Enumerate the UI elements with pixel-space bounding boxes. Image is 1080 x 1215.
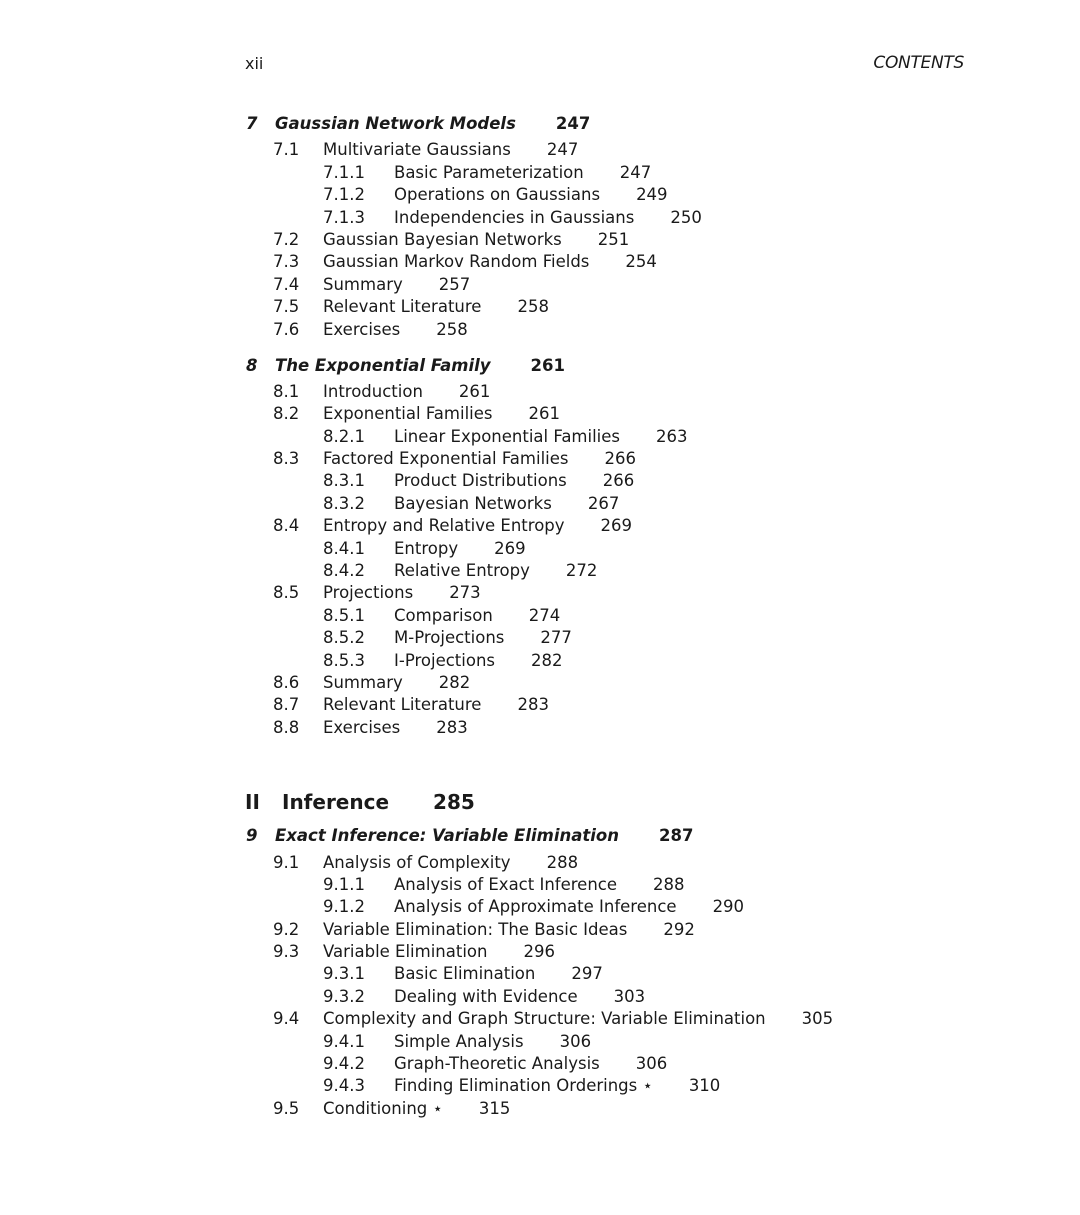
entry-title-and-page [323, 1008, 833, 1030]
entry-title: The Exponential Family [275, 355, 491, 375]
entry-number: II [245, 790, 260, 815]
entry-page: 310 [688, 1076, 721, 1096]
entry-number: 9.4.3 [323, 1076, 365, 1096]
entry-title-and-page [394, 896, 744, 918]
entry-title-and-page [394, 560, 597, 582]
entry-page: 266 [604, 449, 636, 469]
entry-title-and-page [394, 605, 560, 627]
entry-number: 7.1 [273, 140, 300, 160]
entry-page: 261 [458, 381, 491, 401]
entry-title-and-page [394, 1031, 591, 1053]
entry-page: 269 [600, 516, 633, 536]
entry-page: 266 [602, 471, 635, 491]
toc-entry [0, 403, 1080, 425]
entry-title: Bayesian Networks [394, 493, 552, 513]
entry-title-and-page [323, 381, 490, 403]
entry-page: 247 [619, 162, 652, 182]
entry-title-and-page [394, 627, 572, 649]
entry-number: 8.5.3 [323, 650, 365, 670]
toc-entry [0, 319, 1080, 341]
entry-number: 8.5.2 [323, 628, 365, 648]
entry-number: 7.4 [273, 274, 300, 294]
entry-title: Summary [323, 274, 403, 294]
entry-title-and-page [323, 941, 555, 963]
entry-title: Variable Elimination: The Basic Ideas [323, 919, 628, 939]
entry-title: Complexity and Graph Structure: Variable Elimination [323, 1009, 766, 1029]
toc-entry [0, 296, 1080, 318]
entry-number: 8.5.1 [323, 605, 365, 625]
toc-entry [0, 896, 1080, 918]
entry-title: Exercises [323, 717, 401, 737]
entry-number: 9.1.2 [323, 897, 365, 917]
page-number: xii [245, 54, 264, 73]
entry-title: Variable Elimination [323, 942, 488, 962]
entry-number: 8.2 [273, 404, 300, 424]
entry-page: 297 [571, 964, 603, 984]
entry-number: 7.2 [273, 229, 300, 249]
entry-title: Summary [323, 672, 403, 692]
entry-title-and-page [394, 650, 563, 672]
toc-entry [0, 538, 1080, 560]
entry-page: 303 [613, 986, 646, 1006]
entry-title: Gaussian Network Models [275, 114, 516, 133]
entry-title: Linear Exponential Families [394, 426, 621, 446]
entry-page: 315 [478, 1098, 511, 1118]
entry-page: 267 [587, 493, 620, 513]
toc-entry [0, 184, 1080, 206]
entry-title: Analysis of Approximate Inference [394, 897, 677, 917]
entry-number: 8.2.1 [323, 426, 365, 446]
entry-title: Simple Analysis [394, 1031, 524, 1051]
entry-page: 292 [663, 919, 695, 939]
entry-title-and-page [394, 426, 688, 448]
entry-title-and-page [323, 852, 578, 874]
entry-title-and-page [394, 493, 619, 515]
entry-page: 269 [494, 538, 526, 558]
entry-title: Projections [323, 583, 414, 603]
entry-page: 277 [540, 628, 572, 648]
entry-title-and-page [323, 448, 636, 470]
entry-title-and-page [323, 1098, 510, 1120]
entry-title: Gaussian Markov Random Fields [323, 252, 590, 272]
entry-title-and-page [323, 319, 468, 341]
toc-chapter [0, 355, 1080, 377]
toc-entry [0, 515, 1080, 537]
entry-number: 8 [246, 355, 258, 375]
entry-number: 9.3 [273, 942, 300, 962]
entry-page: 247 [546, 140, 579, 160]
entry-page: 285 [433, 790, 475, 815]
toc-entry [0, 426, 1080, 448]
entry-page: 250 [670, 207, 702, 227]
entry-title-and-page [323, 403, 560, 425]
entry-number: 7.1.3 [323, 207, 365, 227]
entry-title-and-page [394, 184, 668, 206]
entry-page: 288 [653, 874, 685, 894]
toc-entry [0, 672, 1080, 694]
entry-number: 7.3 [273, 252, 300, 272]
entry-title-and-page [394, 986, 645, 1008]
entry-page: 288 [546, 852, 579, 872]
entry-page: 249 [636, 185, 668, 205]
entry-title: Factored Exponential Families [323, 449, 569, 469]
entry-page: 282 [438, 672, 471, 692]
entry-page: 287 [659, 826, 694, 846]
entry-number: 7.6 [273, 319, 300, 339]
entry-title: Independencies in Gaussians [394, 207, 635, 227]
toc-entry [0, 717, 1080, 739]
entry-number: 8.3.2 [323, 493, 365, 513]
entry-number: 7.1.2 [323, 185, 365, 205]
toc-entry [0, 448, 1080, 470]
entry-page: 272 [565, 561, 598, 581]
entry-title-and-page [394, 963, 603, 985]
entry-title: Inference [282, 790, 390, 815]
entry-number: 8.1 [273, 381, 300, 401]
entry-title-and-page [282, 789, 475, 815]
entry-page: 306 [635, 1054, 668, 1074]
entry-title-and-page [323, 229, 629, 251]
entry-title-and-page [323, 672, 470, 694]
entry-title-and-page [275, 825, 693, 847]
entry-title: Basic Elimination [394, 964, 536, 984]
entry-page: 273 [449, 583, 481, 603]
entry-page: 282 [531, 650, 563, 670]
entry-title: Comparison [394, 605, 493, 625]
toc-entry [0, 162, 1080, 184]
entry-title: Gaussian Bayesian Networks [323, 229, 562, 249]
entry-title-and-page [323, 919, 695, 941]
toc-entry [0, 852, 1080, 874]
entry-title: Dealing with Evidence [394, 986, 578, 1006]
toc-entry [0, 1075, 1080, 1097]
entry-page: 251 [597, 229, 630, 249]
entry-number: 8.6 [273, 672, 300, 692]
entry-title: Relative Entropy [394, 561, 530, 581]
entry-page: 274 [528, 605, 561, 625]
entry-title-and-page [394, 538, 526, 560]
entry-page: 296 [523, 942, 555, 962]
entry-number: 8.3 [273, 449, 300, 469]
entry-title-and-page [394, 1075, 720, 1097]
entry-page: 254 [625, 252, 657, 272]
toc-entry [0, 1008, 1080, 1030]
entry-page: 305 [801, 1009, 834, 1029]
entry-page: 261 [528, 404, 560, 424]
entry-title: Product Distributions [394, 471, 567, 491]
entry-page: 283 [517, 695, 549, 715]
toc-entry [0, 1053, 1080, 1075]
entry-title-and-page [323, 694, 549, 716]
entry-title: Introduction [323, 381, 423, 401]
toc-entry [0, 941, 1080, 963]
toc-entry [0, 874, 1080, 896]
entry-title: M-Projections [394, 628, 505, 648]
entry-number: 9.5 [273, 1098, 300, 1118]
entry-title-and-page [323, 296, 549, 318]
entry-title: I-Projections [394, 650, 496, 670]
entry-title: Entropy [394, 538, 459, 558]
entry-number: 7 [246, 114, 258, 133]
toc-entry [0, 627, 1080, 649]
entry-number: 8.4.1 [323, 538, 365, 558]
entry-title: Multivariate Gaussians [323, 140, 511, 160]
entry-number: 9.4.2 [323, 1054, 365, 1074]
toc-entry [0, 1098, 1080, 1120]
entry-title-and-page [323, 274, 470, 296]
entry-page: 283 [436, 717, 468, 737]
entry-title-and-page [323, 515, 632, 537]
toc-entry [0, 274, 1080, 296]
entry-title: Conditioning ⋆ [323, 1098, 443, 1118]
entry-title: Exercises [323, 319, 401, 339]
entry-title-and-page [323, 582, 481, 604]
entry-title: Finding Elimination Orderings ⋆ [394, 1076, 653, 1096]
entry-number: 8.4 [273, 516, 300, 536]
toc-entry [0, 139, 1080, 161]
entry-title-and-page [394, 162, 651, 184]
table-of-contents [0, 113, 1080, 1120]
entry-title-and-page [323, 717, 468, 739]
entry-title: Analysis of Exact Inference [394, 874, 617, 894]
toc-entry [0, 229, 1080, 251]
toc-entry [0, 470, 1080, 492]
entry-title: Relevant Literature [323, 297, 482, 317]
toc-chapter [0, 113, 1080, 135]
entry-title-and-page [275, 113, 590, 135]
entry-title-and-page [394, 874, 685, 896]
entry-number: 7.5 [273, 297, 300, 317]
entry-title-and-page [323, 139, 578, 161]
entry-page: 261 [530, 355, 565, 375]
entry-page: 306 [559, 1031, 592, 1051]
entry-title: Operations on Gaussians [394, 185, 601, 205]
entry-number: 7.1.1 [323, 162, 365, 182]
entry-title-and-page [275, 355, 565, 377]
toc-entry [0, 694, 1080, 716]
toc-entry [0, 650, 1080, 672]
entry-title-and-page [394, 1053, 667, 1075]
entry-number: 8.5 [273, 583, 300, 603]
entry-title: Relevant Literature [323, 695, 482, 715]
entry-number: 9 [246, 826, 258, 846]
running-title: CONTENTS [873, 53, 964, 73]
entry-number: 9.1.1 [323, 874, 365, 894]
entry-page: 258 [517, 297, 549, 317]
entry-title-and-page [394, 470, 634, 492]
toc-part [0, 789, 1080, 815]
entry-number: 9.4.1 [323, 1031, 365, 1051]
entry-title: Exact Inference: Variable Elimination [275, 826, 619, 846]
entry-page: 247 [555, 114, 591, 133]
entry-number: 8.8 [273, 717, 300, 737]
entry-page: 290 [712, 897, 745, 917]
entry-title: Entropy and Relative Entropy [323, 516, 565, 536]
entry-number: 9.3.2 [323, 986, 365, 1006]
entry-number: 9.1 [273, 852, 300, 872]
entry-title: Graph-Theoretic Analysis [394, 1054, 600, 1074]
entry-number: 9.4 [273, 1009, 300, 1029]
toc-entry [0, 381, 1080, 403]
entry-page: 263 [656, 426, 688, 446]
toc-entry [0, 207, 1080, 229]
toc-entry [0, 560, 1080, 582]
toc-entry [0, 251, 1080, 273]
toc-entry [0, 986, 1080, 1008]
entry-title-and-page [323, 251, 657, 273]
toc-entry [0, 1031, 1080, 1053]
toc-entry [0, 493, 1080, 515]
toc-entry [0, 582, 1080, 604]
toc-entry [0, 605, 1080, 627]
toc-chapter [0, 825, 1080, 847]
entry-number: 9.3.1 [323, 964, 365, 984]
entry-page: 257 [438, 274, 471, 294]
entry-number: 8.3.1 [323, 471, 365, 491]
entry-number: 8.4.2 [323, 561, 365, 581]
entry-number: 9.2 [273, 919, 300, 939]
entry-number: 8.7 [273, 695, 300, 715]
entry-title-and-page [394, 207, 702, 229]
toc-entry [0, 963, 1080, 985]
entry-title: Analysis of Complexity [323, 852, 511, 872]
entry-page: 258 [436, 319, 468, 339]
toc-entry [0, 919, 1080, 941]
entry-title: Exponential Families [323, 404, 493, 424]
entry-title: Basic Parameterization [394, 162, 584, 182]
